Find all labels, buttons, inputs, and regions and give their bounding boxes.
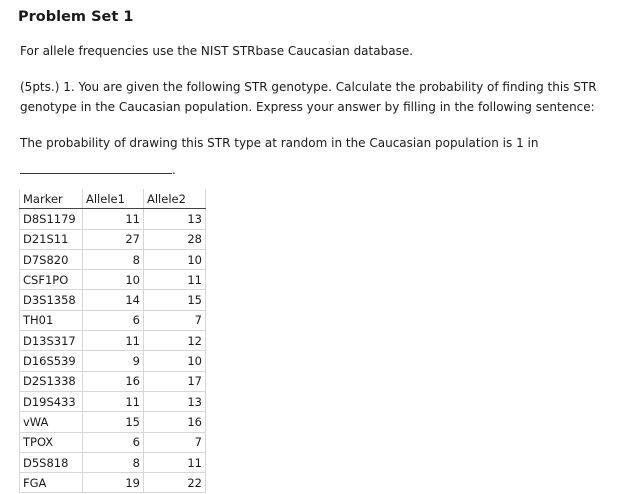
allele1-cell: 6 bbox=[83, 432, 144, 452]
table-row bbox=[20, 432, 206, 452]
allele1-cell: 8 bbox=[83, 452, 144, 472]
allele2-cell: 16 bbox=[144, 412, 206, 432]
answer-blank-period: . bbox=[172, 163, 176, 177]
allele2-cell: 17 bbox=[144, 371, 206, 391]
marker-cell: FGA bbox=[20, 473, 83, 493]
allele2-cell: 10 bbox=[144, 249, 206, 269]
header-marker: Marker bbox=[20, 189, 83, 209]
table-row bbox=[20, 331, 206, 351]
marker-cell: CSF1PO bbox=[20, 270, 83, 290]
table-row bbox=[20, 249, 206, 269]
allele2-cell: 22 bbox=[144, 473, 206, 493]
allele2-cell: 10 bbox=[144, 351, 206, 371]
allele2-cell: 13 bbox=[144, 391, 206, 411]
marker-cell: D8S1179 bbox=[20, 209, 83, 229]
marker-cell: vWA bbox=[20, 412, 83, 432]
marker-cell: D5S818 bbox=[20, 452, 83, 472]
allele1-cell: 14 bbox=[83, 290, 144, 310]
marker-cell: D19S433 bbox=[20, 391, 83, 411]
allele1-cell: 11 bbox=[83, 391, 144, 411]
allele2-cell: 13 bbox=[144, 209, 206, 229]
table-row bbox=[20, 351, 206, 371]
allele2-cell: 7 bbox=[144, 432, 206, 452]
table-header-row bbox=[20, 189, 206, 209]
marker-cell: D3S1358 bbox=[20, 290, 83, 310]
allele1-cell: 8 bbox=[83, 249, 144, 269]
marker-cell: D21S11 bbox=[20, 229, 83, 249]
question-line-1: (5pts.) 1. You are given the following STR genotype. Calculate the probability of finding this STR bbox=[20, 80, 597, 94]
allele1-cell: 9 bbox=[83, 351, 144, 371]
allele2-cell: 12 bbox=[144, 331, 206, 351]
marker-cell: D16S539 bbox=[20, 351, 83, 371]
table-row bbox=[20, 229, 206, 249]
allele2-cell: 15 bbox=[144, 290, 206, 310]
allele1-cell: 11 bbox=[83, 209, 144, 229]
allele2-cell: 7 bbox=[144, 310, 206, 330]
answer-sentence: The probability of drawing this STR type at random in the Caucasian population is 1 in bbox=[20, 136, 539, 150]
table-row bbox=[20, 209, 206, 229]
allele2-cell: 11 bbox=[144, 270, 206, 290]
allele1-cell: 19 bbox=[83, 473, 144, 493]
answer-blank-rule bbox=[20, 164, 172, 174]
problem-set-title: Problem Set 1 bbox=[18, 9, 134, 25]
allele1-cell: 11 bbox=[83, 331, 144, 351]
question-line-2: genotype in the Caucasian population. Express your answer by filling in the following sentence: bbox=[20, 99, 595, 114]
question-paragraph bbox=[20, 78, 597, 117]
allele1-cell: 16 bbox=[83, 371, 144, 391]
allele2-cell: 28 bbox=[144, 229, 206, 249]
table-row bbox=[20, 371, 206, 391]
allele1-cell: 10 bbox=[83, 270, 144, 290]
header-allele1: Allele1 bbox=[83, 189, 144, 209]
table-row bbox=[20, 452, 206, 472]
marker-cell: D13S317 bbox=[20, 331, 83, 351]
intro-paragraph: For allele frequencies use the NIST STRbase Caucasian database. bbox=[20, 44, 414, 58]
marker-cell: D7S820 bbox=[20, 249, 83, 269]
allele1-cell: 6 bbox=[83, 310, 144, 330]
str-genotype-table bbox=[19, 189, 206, 493]
table-row bbox=[20, 310, 206, 330]
marker-cell: D2S1338 bbox=[20, 371, 83, 391]
table-row bbox=[20, 290, 206, 310]
header-allele2: Allele2 bbox=[144, 189, 206, 209]
table-row bbox=[20, 391, 206, 411]
allele1-cell: 27 bbox=[83, 229, 144, 249]
table-row bbox=[20, 270, 206, 290]
table-row bbox=[20, 473, 206, 493]
marker-cell: TPOX bbox=[20, 432, 83, 452]
allele1-cell: 15 bbox=[83, 412, 144, 432]
table-row bbox=[20, 412, 206, 432]
allele2-cell: 11 bbox=[144, 452, 206, 472]
marker-cell: TH01 bbox=[20, 310, 83, 330]
answer-blank-line bbox=[20, 163, 176, 177]
